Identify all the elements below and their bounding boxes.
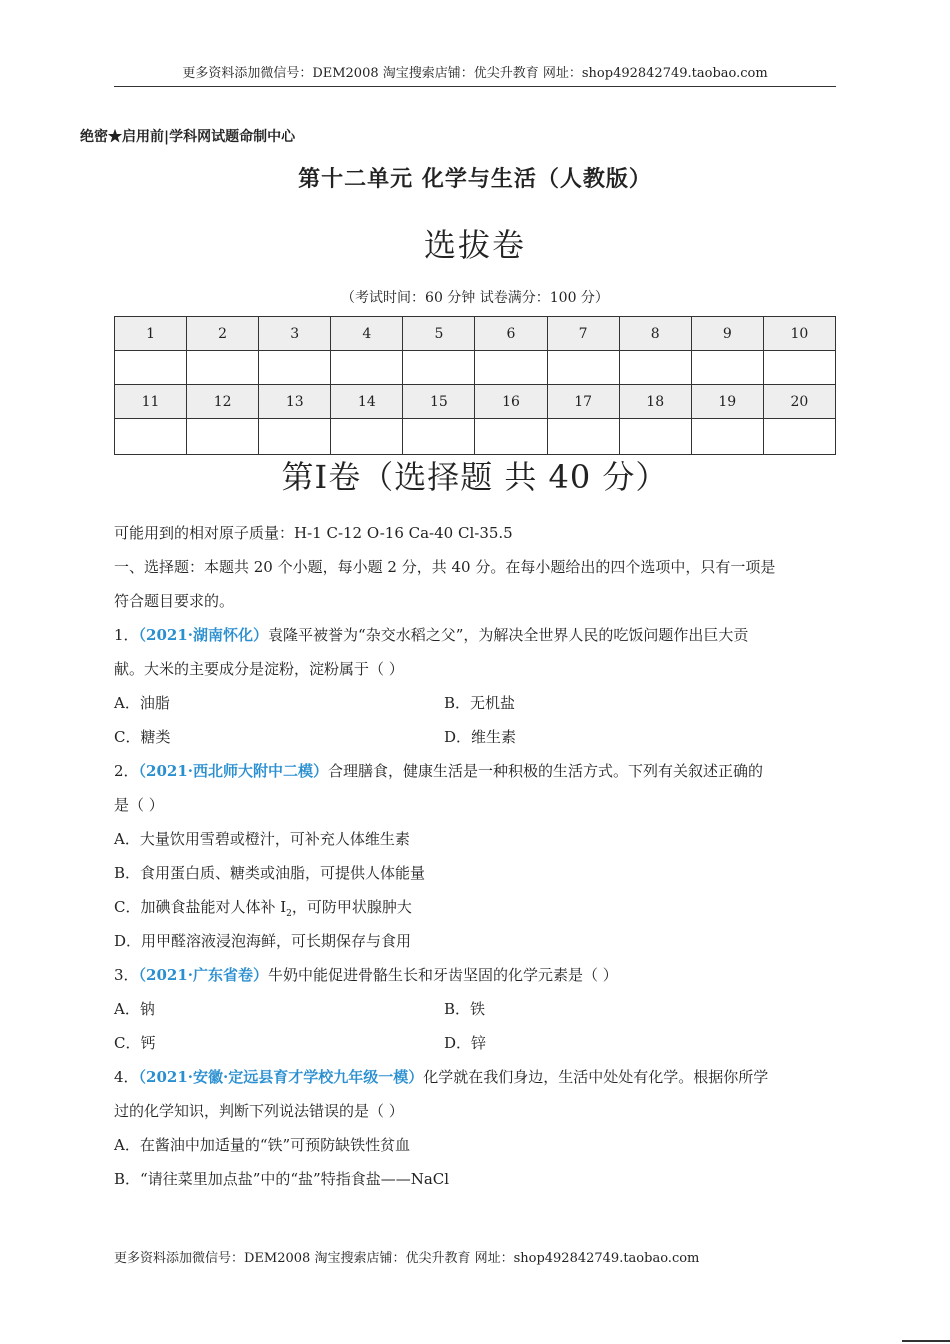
answer-cell[interactable] [331, 351, 403, 385]
answer-cell[interactable] [115, 419, 187, 455]
question-4-stem-cont: 过的化学知识，判断下列说法错误的是（ ） [114, 1102, 404, 1120]
answer-number: 16 [475, 385, 547, 419]
question-text: 牛奶中能促进骨骼生长和牙齿坚固的化学元素是（ ） [268, 966, 618, 984]
option-c-subscript: 2 [286, 909, 292, 919]
option-c[interactable] [114, 890, 836, 924]
question-text: 合理膳食，健康生活是一种积极的生活方式。下列有关叙述正确的 [328, 762, 764, 780]
answer-number: 12 [187, 385, 259, 419]
answer-number: 7 [547, 317, 619, 351]
answer-cell[interactable] [619, 419, 691, 455]
question-number: 3． [114, 966, 139, 984]
answer-number: 10 [763, 317, 835, 351]
question-source: （2021·湖南怀化） [138, 626, 269, 644]
answer-number: 11 [115, 385, 187, 419]
corner-divider [902, 1340, 950, 1342]
answer-number: 17 [547, 385, 619, 419]
answer-number-row [115, 317, 836, 351]
answer-table [114, 316, 836, 455]
atomic-mass-line: 可能用到的相对原子质量：H-1 C-12 O-16 Ca-40 Cl-35.5 [114, 524, 513, 542]
question-1-stem-cont: 献。大米的主要成分是淀粉，淀粉属于（ ） [114, 660, 404, 678]
option-c-text: C．加碘食盐能对人体补 I [114, 898, 287, 916]
option-a[interactable]: A．钠 [114, 1000, 155, 1018]
option-a[interactable]: A．油脂 [114, 694, 170, 712]
answer-number: 1 [115, 317, 187, 351]
answer-number: 15 [403, 385, 475, 419]
answer-number: 3 [259, 317, 331, 351]
question-number: 4． [114, 1068, 139, 1086]
answer-cell[interactable] [259, 351, 331, 385]
answer-blank-row [115, 419, 836, 455]
question-3-options-ab [114, 992, 836, 1026]
answer-cell[interactable] [187, 351, 259, 385]
option-a[interactable]: A．大量饮用雪碧或橙汁，可补充人体维生素 [114, 830, 410, 848]
option-a[interactable]: A．在酱油中加适量的“铁”可预防缺铁性贫血 [114, 1136, 411, 1154]
question-number: 1． [114, 626, 139, 644]
option-c-text-end: ，可防甲状腺肿大 [291, 898, 412, 916]
exam-info: （考试时间：60 分钟 试卷满分：100 分） [341, 290, 609, 306]
answer-cell[interactable] [331, 419, 403, 455]
answer-number: 6 [475, 317, 547, 351]
option-d[interactable]: D．维生素 [444, 728, 517, 746]
option-b[interactable]: B．无机盐 [444, 694, 516, 712]
section-title: 第Ⅰ卷（选择题 共 40 分） [281, 458, 669, 496]
question-4-stem [114, 1060, 836, 1094]
answer-number: 4 [331, 317, 403, 351]
unit-title: 第十二单元 化学与生活（人教版） [298, 166, 652, 192]
answer-number: 9 [691, 317, 763, 351]
answer-cell[interactable] [187, 419, 259, 455]
answer-number: 2 [187, 317, 259, 351]
answer-cell[interactable] [475, 419, 547, 455]
answer-cell[interactable] [691, 419, 763, 455]
paper-title: 选拔卷 [423, 226, 526, 264]
question-number: 2． [114, 762, 139, 780]
instructions-line-2: 符合题目要求的。 [114, 592, 235, 610]
option-d[interactable]: D．用甲醛溶液浸泡海鲜，可长期保存与食用 [114, 932, 412, 950]
answer-cell[interactable] [619, 351, 691, 385]
answer-cell[interactable] [403, 419, 475, 455]
answer-number: 18 [619, 385, 691, 419]
question-2-stem-cont: 是（ ） [114, 796, 164, 814]
question-source: （2021·安徽·定远县育才学校九年级一模） [138, 1068, 424, 1086]
answer-number: 8 [619, 317, 691, 351]
answer-cell[interactable] [547, 351, 619, 385]
answer-number: 5 [403, 317, 475, 351]
option-d[interactable]: D．锌 [444, 1034, 487, 1052]
instructions-line-1: 一、选择题：本题共 20 个小题，每小题 2 分，共 40 分。在每小题给出的四个选项中，只有一项是 [114, 558, 776, 576]
question-1-options-cd [114, 720, 836, 754]
answer-cell[interactable] [115, 351, 187, 385]
answer-number: 14 [331, 385, 403, 419]
question-3-stem [114, 958, 836, 992]
option-b[interactable]: B．铁 [444, 1000, 486, 1018]
question-3-options-cd [114, 1026, 836, 1060]
page-footer: 更多资料添加微信号：DEM2008 淘宝搜索店铺：优尖升教育 网址：shop492842749.taobao.com [114, 1251, 700, 1266]
answer-cell[interactable] [763, 419, 835, 455]
answer-cell[interactable] [547, 419, 619, 455]
question-source: （2021·西北师大附中二模） [138, 762, 329, 780]
answer-number-row [115, 385, 836, 419]
option-b[interactable]: B．“请往菜里加点盐”中的“盐”特指食盐——NaCl [114, 1170, 450, 1188]
answer-number: 13 [259, 385, 331, 419]
question-source: （2021·广东省卷） [138, 966, 269, 984]
question-text: 化学就在我们身边，生活中处处有化学。根据你所学 [423, 1068, 769, 1086]
answer-cell[interactable] [475, 351, 547, 385]
question-1-stem [114, 618, 836, 652]
answer-number: 20 [763, 385, 835, 419]
answer-cell[interactable] [403, 351, 475, 385]
option-b[interactable]: B．食用蛋白质、糖类或油脂，可提供人体能量 [114, 864, 426, 882]
question-1-options-ab [114, 686, 836, 720]
answer-blank-row [115, 351, 836, 385]
page-header: 更多资料添加微信号：DEM2008 淘宝搜索店铺：优尖升教育 网址：shop492842749.taobao.com [114, 64, 836, 87]
answer-cell[interactable] [763, 351, 835, 385]
confidential-line: 绝密★启用前|学科网试题命制中心 [80, 129, 296, 145]
question-body [114, 516, 836, 1196]
question-text: 袁隆平被誉为“杂交水稻之父”，为解决全世界人民的吃饭问题作出巨大贡 [268, 626, 749, 644]
question-2-stem [114, 754, 836, 788]
answer-cell[interactable] [691, 351, 763, 385]
answer-cell[interactable] [259, 419, 331, 455]
option-c[interactable]: C．钙 [114, 1034, 156, 1052]
option-c[interactable]: C．糖类 [114, 728, 171, 746]
answer-number: 19 [691, 385, 763, 419]
